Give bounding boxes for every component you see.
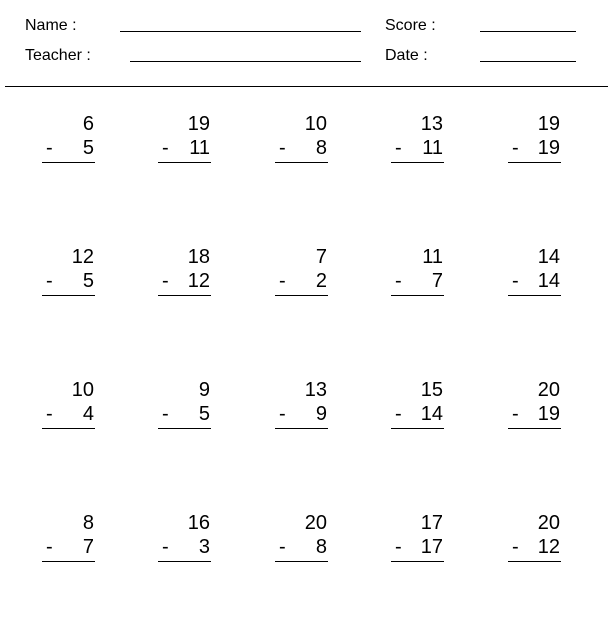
minuend: 20 bbox=[304, 512, 327, 534]
score-field[interactable] bbox=[480, 31, 576, 32]
name-field[interactable] bbox=[120, 31, 361, 32]
problem bbox=[391, 379, 447, 431]
minus-sign: - bbox=[279, 137, 286, 159]
date-label: Date : bbox=[385, 47, 428, 64]
subtrahend: 14 bbox=[537, 270, 560, 292]
subtrahend: 8 bbox=[315, 536, 327, 558]
minus-sign: - bbox=[395, 536, 402, 558]
problem bbox=[275, 512, 331, 564]
minuend: 19 bbox=[537, 113, 560, 135]
answer-line bbox=[158, 428, 211, 429]
minus-sign: - bbox=[512, 137, 519, 159]
teacher-field[interactable] bbox=[130, 61, 361, 62]
subtrahend: 5 bbox=[198, 403, 210, 425]
minuend: 17 bbox=[420, 512, 443, 534]
subtrahend: 19 bbox=[537, 137, 560, 159]
answer-line bbox=[42, 295, 95, 296]
subtrahend: 8 bbox=[315, 137, 327, 159]
minus-sign: - bbox=[162, 403, 169, 425]
answer-line bbox=[508, 428, 561, 429]
problem bbox=[42, 246, 98, 298]
minuend: 12 bbox=[71, 246, 94, 268]
minus-sign: - bbox=[512, 536, 519, 558]
minuend: 7 bbox=[315, 246, 327, 268]
minus-sign: - bbox=[162, 536, 169, 558]
minus-sign: - bbox=[512, 270, 519, 292]
minuend: 13 bbox=[304, 379, 327, 401]
problem bbox=[391, 246, 447, 298]
minuend: 10 bbox=[304, 113, 327, 135]
problem bbox=[42, 512, 98, 564]
minus-sign: - bbox=[279, 403, 286, 425]
answer-line bbox=[158, 162, 211, 163]
problem bbox=[508, 113, 564, 165]
subtrahend: 4 bbox=[82, 403, 94, 425]
minuend: 16 bbox=[187, 512, 210, 534]
minus-sign: - bbox=[279, 536, 286, 558]
answer-line bbox=[275, 561, 328, 562]
answer-line bbox=[391, 428, 444, 429]
problem bbox=[508, 246, 564, 298]
minuend: 14 bbox=[537, 246, 560, 268]
subtrahend: 17 bbox=[420, 536, 443, 558]
subtrahend: 7 bbox=[82, 536, 94, 558]
problem bbox=[158, 379, 214, 431]
minuend: 11 bbox=[422, 246, 443, 268]
subtrahend: 11 bbox=[422, 137, 443, 159]
minus-sign: - bbox=[395, 137, 402, 159]
minuend: 20 bbox=[537, 512, 560, 534]
subtrahend: 12 bbox=[187, 270, 210, 292]
minus-sign: - bbox=[395, 270, 402, 292]
subtrahend: 7 bbox=[431, 270, 443, 292]
problem bbox=[508, 379, 564, 431]
answer-line bbox=[275, 162, 328, 163]
answer-line bbox=[391, 162, 444, 163]
minuend: 10 bbox=[71, 379, 94, 401]
minus-sign: - bbox=[279, 270, 286, 292]
minuend: 9 bbox=[198, 379, 210, 401]
problem bbox=[275, 379, 331, 431]
answer-line bbox=[158, 295, 211, 296]
answer-line bbox=[508, 295, 561, 296]
problem bbox=[391, 512, 447, 564]
subtrahend: 5 bbox=[82, 270, 94, 292]
problem bbox=[275, 246, 331, 298]
subtrahend: 12 bbox=[537, 536, 560, 558]
minus-sign: - bbox=[46, 270, 53, 292]
problem bbox=[275, 113, 331, 165]
minus-sign: - bbox=[46, 403, 53, 425]
problem bbox=[42, 379, 98, 431]
answer-line bbox=[508, 162, 561, 163]
answer-line bbox=[391, 295, 444, 296]
problem bbox=[158, 113, 214, 165]
minuend: 6 bbox=[82, 113, 94, 135]
minuend: 8 bbox=[82, 512, 94, 534]
problem bbox=[158, 512, 214, 564]
subtrahend: 19 bbox=[537, 403, 560, 425]
subtrahend: 11 bbox=[189, 137, 210, 159]
minuend: 20 bbox=[537, 379, 560, 401]
minuend: 18 bbox=[187, 246, 210, 268]
answer-line bbox=[42, 162, 95, 163]
minuend: 13 bbox=[420, 113, 443, 135]
problem bbox=[508, 512, 564, 564]
date-field[interactable] bbox=[480, 61, 576, 62]
answer-line bbox=[391, 561, 444, 562]
subtrahend: 3 bbox=[198, 536, 210, 558]
subtrahend: 14 bbox=[420, 403, 443, 425]
subtrahend: 9 bbox=[315, 403, 327, 425]
answer-line bbox=[158, 561, 211, 562]
answer-line bbox=[42, 561, 95, 562]
problem bbox=[42, 113, 98, 165]
answer-line bbox=[508, 561, 561, 562]
subtrahend: 2 bbox=[315, 270, 327, 292]
minus-sign: - bbox=[46, 536, 53, 558]
minus-sign: - bbox=[512, 403, 519, 425]
answer-line bbox=[42, 428, 95, 429]
problem bbox=[391, 113, 447, 165]
minus-sign: - bbox=[46, 137, 53, 159]
subtrahend: 5 bbox=[82, 137, 94, 159]
minuend: 15 bbox=[420, 379, 443, 401]
teacher-label: Teacher : bbox=[25, 47, 91, 64]
answer-line bbox=[275, 428, 328, 429]
problem bbox=[158, 246, 214, 298]
score-label: Score : bbox=[385, 17, 436, 34]
minus-sign: - bbox=[162, 137, 169, 159]
answer-line bbox=[275, 295, 328, 296]
minus-sign: - bbox=[395, 403, 402, 425]
name-label: Name : bbox=[25, 17, 77, 34]
minuend: 19 bbox=[187, 113, 210, 135]
header-divider bbox=[5, 86, 608, 87]
minus-sign: - bbox=[162, 270, 169, 292]
